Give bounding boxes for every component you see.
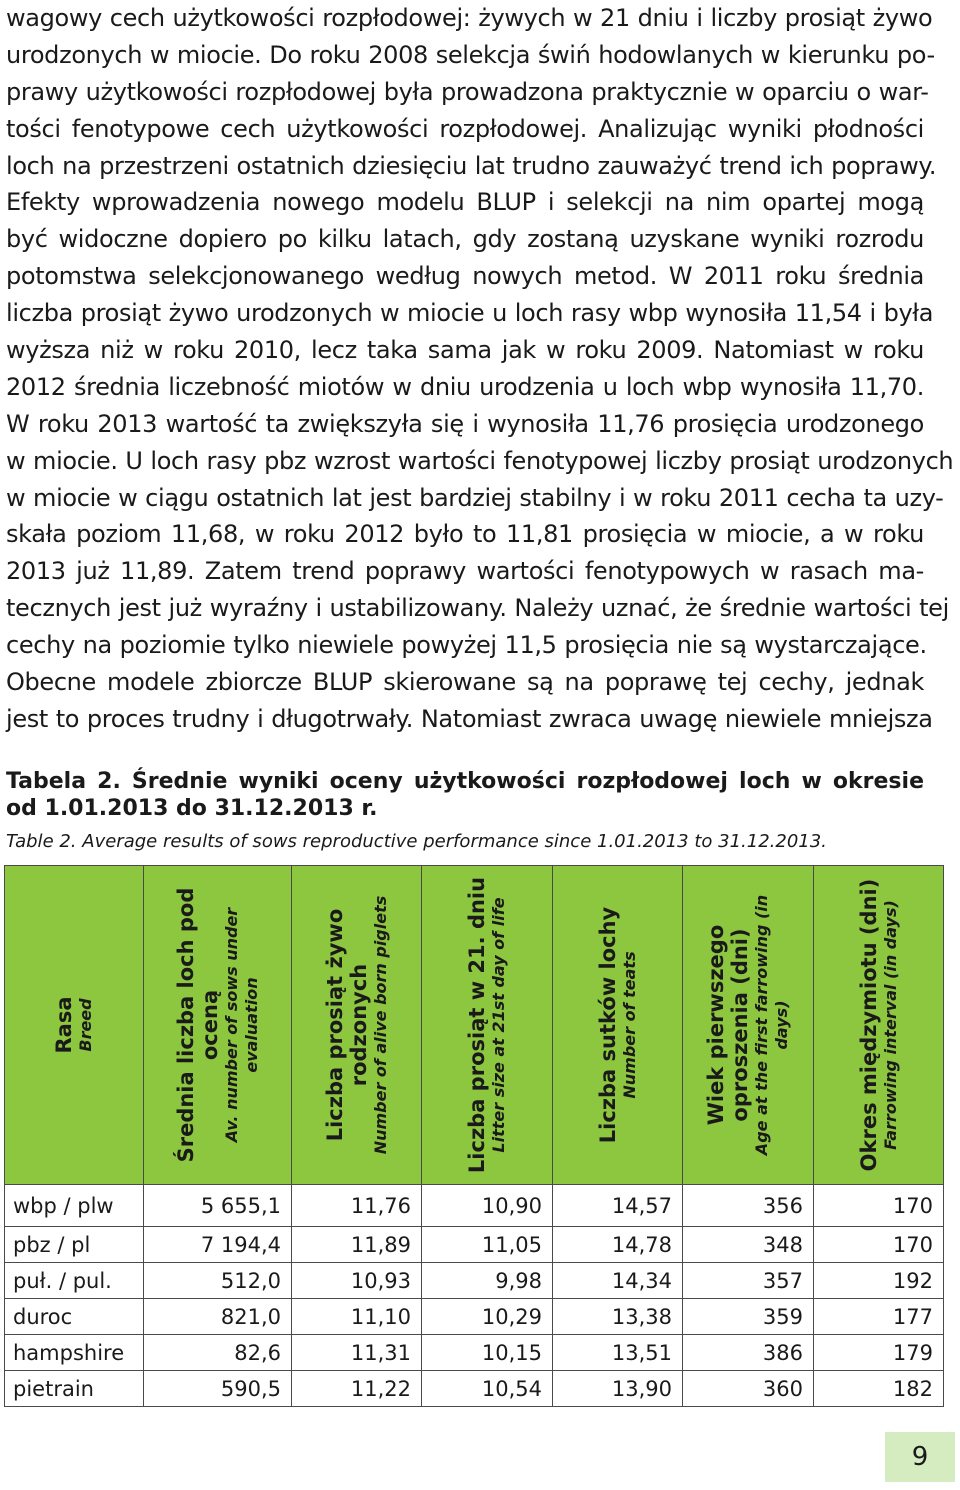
table-cell: 10,54	[422, 1371, 553, 1407]
column-header-sublabel: Breed	[76, 998, 95, 1052]
table-header-row	[5, 866, 944, 1185]
table-cell: 177	[814, 1299, 944, 1335]
table-cell: duroc	[5, 1299, 144, 1335]
table-cell: 10,15	[422, 1335, 553, 1371]
column-header-teats	[553, 866, 683, 1185]
table-caption-pl-line2: od 1.01.2013 do 31.12.2013 r.	[6, 796, 378, 821]
table-cell: 356	[683, 1185, 814, 1227]
table-cell: 9,98	[422, 1263, 553, 1299]
table-cell: 82,6	[144, 1335, 292, 1371]
table-cell: 10,93	[292, 1263, 422, 1299]
table-cell: 14,57	[553, 1185, 683, 1227]
text-line: skała poziom 11,68, w roku 2012 było to 11,81 prosięcia w miocie, a w roku	[6, 520, 924, 549]
text-line: 2013 już 11,89. Zatem trend poprawy wartości fenotypowych w rasach ma-	[6, 557, 924, 586]
table-cell: hampshire	[5, 1335, 144, 1371]
table-cell: puł. / pul.	[5, 1263, 144, 1299]
text-line: Efekty wprowadzenia nowego modelu BLUP i selekcji na nim opartej mogą	[6, 188, 924, 217]
text-line: wagowy cech użytkowości rozpłodowej: żywych w 21 dniu i liczby prosiąt żywo	[6, 4, 933, 32]
column-header-sows	[144, 866, 292, 1185]
text-line: w miocie. U loch rasy pbz wzrost wartości fenotypowej liczby prosiąt urodzonych	[6, 446, 954, 475]
column-header-first-farrowing	[683, 866, 814, 1185]
table-cell: 11,31	[292, 1335, 422, 1371]
table-cell: 170	[814, 1227, 944, 1263]
table-cell: 386	[683, 1335, 814, 1371]
table-cell: 5 655,1	[144, 1185, 292, 1227]
results-table	[4, 865, 944, 1407]
table-cell: 13,51	[553, 1335, 683, 1371]
table-caption-pl	[6, 768, 924, 822]
body-paragraph	[6, 0, 954, 738]
text-line: jest to proces trudny i długotrwały. Natomiast zwraca uwagę niewiele mniejsza	[6, 704, 933, 733]
column-header-label: Liczba sutków lochy	[595, 906, 620, 1144]
table-row	[5, 1371, 944, 1407]
table-cell: 360	[683, 1371, 814, 1407]
table-cell: 590,5	[144, 1371, 292, 1407]
column-header-label: Liczba prosiąt w 21. dniu	[465, 876, 489, 1174]
table-row	[5, 1263, 944, 1299]
table-row	[5, 1185, 944, 1227]
text-line: Obecne modele zbiorcze BLUP skierowane są na poprawę tej cechy, jednak	[6, 668, 924, 697]
text-line: prawy użytkowości rozpłodowej była prowadzona praktycznie w oparciu o war-	[6, 77, 929, 106]
text-line: w miocie w ciągu ostatnich lat jest bardziej stabilny i w roku 2011 cecha ta uzy-	[6, 483, 944, 512]
table-row	[5, 1227, 944, 1263]
table-cell: 512,0	[144, 1263, 292, 1299]
column-header-label: Liczba prosiąt żywo rodzonych	[322, 908, 371, 1142]
table-caption-en: Table 2. Average results of sows reproductive performance since 1.01.2013 to 31.12.2013.	[6, 831, 827, 852]
table-cell: 14,34	[553, 1263, 683, 1299]
column-header-breed	[5, 866, 144, 1185]
text-line: wyższa niż w roku 2010, lecz taka sama jak w roku 2009. Natomiast w roku	[6, 336, 924, 365]
text-line: tecznych jest już wyraźny i ustabilizowany. Należy uznać, że średnie wartości tej	[6, 594, 949, 623]
table-cell: 170	[814, 1185, 944, 1227]
table-caption-pl-line1: Tabela 2. Średnie wyniki oceny użytkowości rozpłodowej loch w okresie	[6, 769, 924, 794]
text-line: cechy na poziomie tylko niewiele powyżej 11,5 prosięcia nie są wystarczające.	[6, 631, 927, 660]
column-header-sublabel: Number of alive born piglets	[370, 895, 390, 1155]
table-cell: 13,38	[553, 1299, 683, 1335]
table-cell: 11,05	[422, 1227, 553, 1263]
column-header-label: Rasa	[52, 996, 76, 1054]
text-line: potomstwa selekcjonowanego według nowych metod. W 2011 roku średnia	[6, 262, 924, 291]
column-header-label: Okres międzymiotu (dni)	[856, 878, 881, 1172]
table-cell: wbp / plw	[5, 1185, 144, 1227]
table-cell: 179	[814, 1335, 944, 1371]
column-header-label: Wiek pierwszego oproszenia (dni)	[704, 924, 752, 1126]
column-header-farrowing-interval	[814, 866, 944, 1185]
text-line: 2012 średnia liczebność miotów w dniu urodzenia u loch wbp wynosiła 11,70.	[6, 372, 924, 401]
table-cell: 11,76	[292, 1185, 422, 1227]
table-cell: 7 194,4	[144, 1227, 292, 1263]
table-cell: 13,90	[553, 1371, 683, 1407]
text-line: loch na przestrzeni ostatnich dziesięciu lat trudno zauważyć trend ich poprawy.	[6, 151, 937, 180]
text-line: urodzonych w miocie. Do roku 2008 selekcja świń hodowlanych w kierunku po-	[6, 40, 935, 69]
text-line: tości fenotypowe cech użytkowości rozpłodowej. Analizując wyniki płodności	[6, 114, 924, 143]
column-header-sublabel: Av. number of sows under evaluation	[221, 907, 261, 1143]
text-line: W roku 2013 wartość ta zwiększyła się i wynosiła 11,76 prosięcia urodzonego	[6, 409, 924, 438]
table-cell: pbz / pl	[5, 1227, 144, 1263]
text-line: być widoczne dopiero po kilku latach, gdy zostaną uzyskane wyniki rozrodu	[6, 225, 924, 254]
table-cell: 14,78	[553, 1227, 683, 1263]
table-cell: 192	[814, 1263, 944, 1299]
column-header-sublabel: Number of teats	[619, 951, 639, 1099]
table-cell: pietrain	[5, 1371, 144, 1407]
column-header-sublabel: Farrowing interval (in days)	[880, 900, 900, 1150]
table-cell: 821,0	[144, 1299, 292, 1335]
table-cell: 10,90	[422, 1185, 553, 1227]
table-cell: 359	[683, 1299, 814, 1335]
table-row	[5, 1299, 944, 1335]
table-row	[5, 1335, 944, 1371]
text-line: liczba prosiąt żywo urodzonych w miocie u loch rasy wbp wynosiła 11,54 i była	[6, 299, 934, 328]
page-number: 9	[885, 1432, 955, 1482]
table-cell: 11,10	[292, 1299, 422, 1335]
table-cell: 182	[814, 1371, 944, 1407]
column-header-litter-21	[422, 866, 553, 1185]
table-cell: 10,29	[422, 1299, 553, 1335]
table-cell: 348	[683, 1227, 814, 1263]
table-cell: 357	[683, 1263, 814, 1299]
table-cell: 11,89	[292, 1227, 422, 1263]
column-header-alive-born	[292, 866, 422, 1185]
column-header-sublabel: Age at the first farrowing (in days)	[752, 894, 791, 1156]
column-header-label: Średnia liczba loch pod oceną	[173, 887, 222, 1163]
table-cell: 11,22	[292, 1371, 422, 1407]
column-header-sublabel: Litter size at 21st day of life	[489, 897, 508, 1153]
